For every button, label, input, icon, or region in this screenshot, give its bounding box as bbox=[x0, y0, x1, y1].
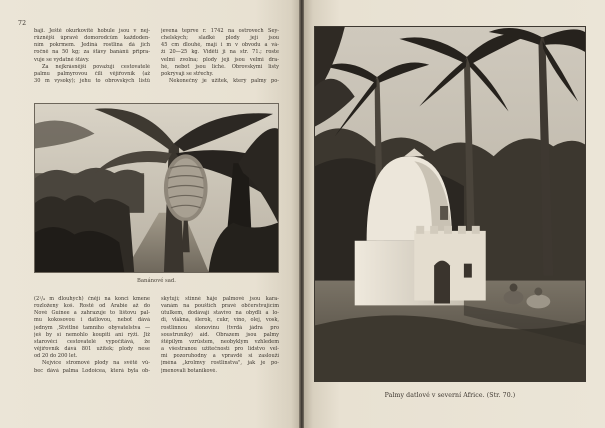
page-number: 72 bbox=[18, 20, 27, 27]
text-line: různější úpravě domorodcům každoden- bbox=[34, 35, 150, 42]
text-line: rostlinnou slonovinu (tvrdá jádra pro bbox=[161, 324, 279, 331]
text-line: ží 20—25 kg. Viděti ji na str. 71.; roste bbox=[161, 49, 279, 56]
text-line: jevena teprve r. 1742 na ostrovech Sey- bbox=[161, 28, 279, 34]
text-column-top-left bbox=[34, 28, 150, 85]
text-line: (2¹/₄ m dlouhých) čnějí na konci kmene bbox=[34, 296, 150, 302]
text-column-top-right bbox=[161, 28, 279, 85]
text-line: vějířovník dává 801 užitek; plody nese bbox=[34, 346, 150, 353]
photo-caption-left: Banánové sad. bbox=[137, 278, 176, 284]
text-line: štěpilým vzrůstem, neobyklým vzhledem bbox=[161, 338, 279, 345]
text-line: jedným ,Stvitlné tamního obyvatelstva — bbox=[34, 324, 150, 331]
text-line: jména „krolmvy rostlinstva", jak je po- bbox=[161, 360, 279, 367]
text-line: 45 cm dlouhé, mají i m v obvodu a vá- bbox=[161, 42, 279, 49]
text-line: bec dává palma Lodoicea, která byla ob- bbox=[34, 367, 150, 374]
text-line: rozložený koš. Rostě od Arabie až do bbox=[34, 303, 150, 310]
banana-grove-photo bbox=[34, 103, 279, 273]
text-line: 30 m vysoký); jehu to obrovských listů bbox=[34, 78, 150, 85]
text-line: ješ by si nemohlo koupiti ani rýži. Již bbox=[34, 331, 150, 338]
text-line: od 20 do 200 let. bbox=[34, 353, 78, 360]
text-line: soustruníky) aid. Obrazem jsou palmy bbox=[161, 331, 279, 338]
text-line: mu kokosovou i datlovou, neboť dává bbox=[34, 317, 150, 324]
text-line: ročně na 50 kg; za šťávy banánů připra- bbox=[34, 49, 150, 56]
date-palms-photo bbox=[314, 26, 586, 382]
text-line: Nové Guinee a zahrazuje to lištovu pal- bbox=[34, 310, 150, 317]
text-line: ním pokrmem. Jediná rostlina dá jich bbox=[34, 42, 150, 49]
text-column-bottom-right bbox=[161, 296, 279, 375]
text-line: palmu palmyrovou čili vějířovník (až bbox=[34, 70, 150, 77]
left-page bbox=[0, 0, 300, 428]
text-line: starověcí cestovatelé vypočítává, že bbox=[34, 338, 150, 345]
text-line: velmi zvolna; plody její jsou velmi dra- bbox=[161, 56, 279, 63]
text-line: Nejvíce stromové plody na světě vů- bbox=[42, 360, 150, 367]
text-line: vanám na pouštích pravé občerstvujícím bbox=[161, 303, 279, 310]
text-column-bottom-left bbox=[34, 296, 150, 375]
text-line: hé, neboť jsou liché. Obrovskými listy bbox=[161, 63, 279, 70]
text-line: Nekonečný je užitek, který palmy po- bbox=[169, 78, 279, 85]
text-line: mi pozoruhodny a vpravdě si zaslouží bbox=[161, 353, 279, 360]
text-line: jmenovali botanikové. bbox=[161, 367, 218, 374]
text-line: pokrývají se střechy. bbox=[161, 70, 214, 77]
text-line: baji. Ještě okurkovité hobule jsou v nej- bbox=[34, 28, 150, 34]
text-line: chelských; sladké plody její jsou bbox=[161, 35, 279, 42]
text-line: skytují; stinné háje palmové jsou kara- bbox=[161, 296, 279, 302]
text-line: vuje se výdatné šťávy. bbox=[34, 56, 90, 63]
text-line: Za nejkrásnější považují cestovatelé bbox=[42, 63, 150, 70]
text-line: a všestranou užitečností pro lidstvo vel- bbox=[161, 346, 279, 353]
photo-caption-right: Palmy datlové v severní Africe. (Str. 70.) bbox=[384, 392, 516, 399]
text-line: di, vlákna, šlerok, cukr, víno, olej, vosk, bbox=[161, 317, 279, 324]
text-line: útulkem, dodávají stavivo na obydlí a lo- bbox=[161, 310, 279, 317]
